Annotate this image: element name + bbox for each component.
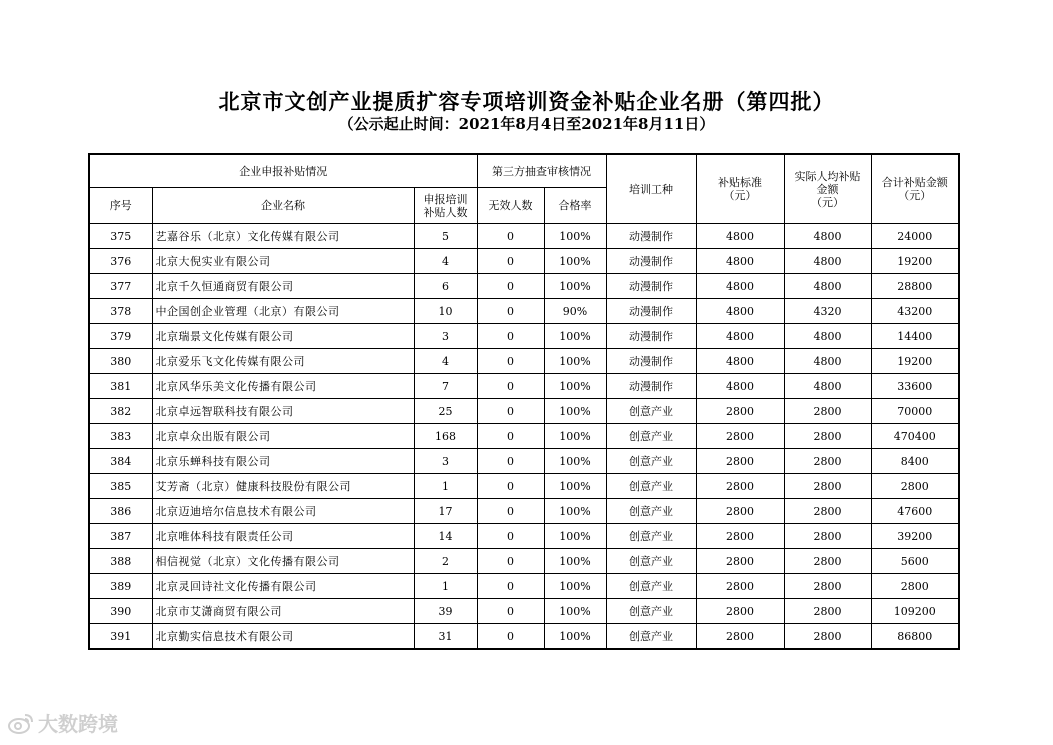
cell-total-subsidy: 28800 [871, 274, 959, 299]
cell-training-type: 动漫制作 [606, 349, 696, 374]
cell-actual-average: 4800 [784, 249, 871, 274]
header-company-name: 企业名称 [152, 188, 414, 224]
cell-subsidy-standard: 2800 [696, 424, 784, 449]
cell-actual-average: 2800 [784, 599, 871, 624]
cell-training-type: 动漫制作 [606, 299, 696, 324]
cell-training-type: 创意产业 [606, 399, 696, 424]
table-row [89, 249, 959, 274]
cell-company-name: 相信视觉（北京）文化传播有限公司 [152, 549, 414, 574]
cell-training-type: 创意产业 [606, 424, 696, 449]
cell-total-subsidy: 86800 [871, 624, 959, 650]
table-row [89, 274, 959, 299]
header-actual-average: 实际人均补贴 金额 （元） [784, 154, 871, 224]
cell-subsidy-standard: 4800 [696, 224, 784, 249]
cell-actual-average: 4800 [784, 224, 871, 249]
cell-applicants: 2 [414, 549, 477, 574]
cell-pass-rate: 100% [544, 624, 606, 650]
table-row [89, 624, 959, 650]
cell-company-name: 中企国创企业管理（北京）有限公司 [152, 299, 414, 324]
cell-seq: 385 [89, 474, 152, 499]
cell-pass-rate: 100% [544, 324, 606, 349]
cell-applicants: 17 [414, 499, 477, 524]
table-row [89, 549, 959, 574]
cell-total-subsidy: 14400 [871, 324, 959, 349]
cell-company-name: 北京卓众出版有限公司 [152, 424, 414, 449]
header-applicants: 申报培训 补贴人数 [414, 188, 477, 224]
cell-invalid: 0 [477, 574, 544, 599]
cell-applicants: 6 [414, 274, 477, 299]
cell-company-name: 北京爱乐飞文化传媒有限公司 [152, 349, 414, 374]
cell-applicants: 14 [414, 524, 477, 549]
cell-training-type: 动漫制作 [606, 249, 696, 274]
header-group-audit: 第三方抽查审核情况 [477, 154, 606, 188]
cell-applicants: 7 [414, 374, 477, 399]
cell-actual-average: 2800 [784, 424, 871, 449]
cell-training-type: 创意产业 [606, 624, 696, 650]
cell-pass-rate: 100% [544, 374, 606, 399]
cell-applicants: 1 [414, 574, 477, 599]
cell-subsidy-standard: 4800 [696, 249, 784, 274]
watermark-text: 大数跨境 [38, 712, 118, 736]
cell-seq: 375 [89, 224, 152, 249]
cell-seq: 389 [89, 574, 152, 599]
cell-training-type: 动漫制作 [606, 324, 696, 349]
document-subtitle: （公示起止时间：2021年8月4日至2021年8月11日） [338, 115, 715, 133]
cell-invalid: 0 [477, 299, 544, 324]
cell-pass-rate: 100% [544, 524, 606, 549]
cell-subsidy-standard: 2800 [696, 524, 784, 549]
table-row [89, 524, 959, 549]
cell-applicants: 4 [414, 349, 477, 374]
table-row [89, 499, 959, 524]
cell-total-subsidy: 43200 [871, 299, 959, 324]
cell-actual-average: 4800 [784, 324, 871, 349]
cell-subsidy-standard: 2800 [696, 624, 784, 650]
cell-training-type: 创意产业 [606, 599, 696, 624]
cell-company-name: 北京大倪实业有限公司 [152, 249, 414, 274]
cell-actual-average: 2800 [784, 499, 871, 524]
header-invalid-count: 无效人数 [477, 188, 544, 224]
cell-total-subsidy: 19200 [871, 349, 959, 374]
cell-pass-rate: 100% [544, 424, 606, 449]
cell-total-subsidy: 5600 [871, 549, 959, 574]
header-seq: 序号 [89, 188, 152, 224]
cell-applicants: 3 [414, 324, 477, 349]
cell-actual-average: 2800 [784, 524, 871, 549]
cell-applicants: 1 [414, 474, 477, 499]
cell-invalid: 0 [477, 249, 544, 274]
cell-subsidy-standard: 4800 [696, 324, 784, 349]
cell-training-type: 创意产业 [606, 574, 696, 599]
cell-total-subsidy: 470400 [871, 424, 959, 449]
header-group-company: 企业申报补贴情况 [89, 154, 477, 188]
cell-seq: 391 [89, 624, 152, 650]
table-row [89, 574, 959, 599]
cell-seq: 388 [89, 549, 152, 574]
cell-applicants: 25 [414, 399, 477, 424]
cell-actual-average: 4320 [784, 299, 871, 324]
table-body [89, 224, 959, 650]
cell-total-subsidy: 2800 [871, 574, 959, 599]
cell-company-name: 北京风华乐美文化传播有限公司 [152, 374, 414, 399]
cell-total-subsidy: 47600 [871, 499, 959, 524]
cell-invalid: 0 [477, 374, 544, 399]
cell-pass-rate: 90% [544, 299, 606, 324]
cell-subsidy-standard: 2800 [696, 474, 784, 499]
cell-subsidy-standard: 4800 [696, 374, 784, 399]
cell-pass-rate: 100% [544, 399, 606, 424]
cell-invalid: 0 [477, 524, 544, 549]
cell-pass-rate: 100% [544, 249, 606, 274]
cell-pass-rate: 100% [544, 224, 606, 249]
cell-pass-rate: 100% [544, 499, 606, 524]
table-row [89, 324, 959, 349]
cell-training-type: 创意产业 [606, 499, 696, 524]
cell-company-name: 北京迈迪培尔信息技术有限公司 [152, 499, 414, 524]
cell-subsidy-standard: 4800 [696, 349, 784, 374]
cell-seq: 381 [89, 374, 152, 399]
cell-applicants: 39 [414, 599, 477, 624]
cell-total-subsidy: 33600 [871, 374, 959, 399]
cell-company-name: 艺嘉谷乐（北京）文化传媒有限公司 [152, 224, 414, 249]
cell-invalid: 0 [477, 474, 544, 499]
cell-company-name: 北京灵回诗社文化传播有限公司 [152, 574, 414, 599]
cell-actual-average: 2800 [784, 449, 871, 474]
cell-actual-average: 4800 [784, 274, 871, 299]
cell-company-name: 北京千久恒通商贸有限公司 [152, 274, 414, 299]
cell-applicants: 31 [414, 624, 477, 650]
cell-seq: 377 [89, 274, 152, 299]
cell-total-subsidy: 109200 [871, 599, 959, 624]
cell-subsidy-standard: 4800 [696, 299, 784, 324]
cell-subsidy-standard: 2800 [696, 449, 784, 474]
header-pass-rate: 合格率 [544, 188, 606, 224]
cell-company-name: 艾芳斋（北京）健康科技股份有限公司 [152, 474, 414, 499]
cell-seq: 383 [89, 424, 152, 449]
cell-actual-average: 2800 [784, 549, 871, 574]
cell-applicants: 4 [414, 249, 477, 274]
cell-training-type: 动漫制作 [606, 374, 696, 399]
table-row [89, 349, 959, 374]
cell-actual-average: 2800 [784, 399, 871, 424]
cell-total-subsidy: 70000 [871, 399, 959, 424]
cell-applicants: 168 [414, 424, 477, 449]
cell-total-subsidy: 8400 [871, 449, 959, 474]
header-training-type: 培训工种 [606, 154, 696, 224]
table-row [89, 599, 959, 624]
cell-total-subsidy: 24000 [871, 224, 959, 249]
cell-applicants: 10 [414, 299, 477, 324]
cell-total-subsidy: 2800 [871, 474, 959, 499]
cell-pass-rate: 100% [544, 274, 606, 299]
cell-invalid: 0 [477, 324, 544, 349]
cell-invalid: 0 [477, 349, 544, 374]
document-title: 北京市文创产业提质扩容专项培训资金补贴企业名册（第四批） [218, 89, 835, 114]
cell-subsidy-standard: 4800 [696, 274, 784, 299]
cell-applicants: 3 [414, 449, 477, 474]
cell-seq: 390 [89, 599, 152, 624]
table-row [89, 449, 959, 474]
cell-applicants: 5 [414, 224, 477, 249]
table-row [89, 224, 959, 249]
cell-seq: 387 [89, 524, 152, 549]
cell-invalid: 0 [477, 549, 544, 574]
cell-company-name: 北京乐蝉科技有限公司 [152, 449, 414, 474]
cell-company-name: 北京勤实信息技术有限公司 [152, 624, 414, 650]
cell-invalid: 0 [477, 399, 544, 424]
cell-company-name: 北京瑞景文化传媒有限公司 [152, 324, 414, 349]
table-row [89, 474, 959, 499]
cell-seq: 380 [89, 349, 152, 374]
cell-actual-average: 4800 [784, 374, 871, 399]
cell-subsidy-standard: 2800 [696, 599, 784, 624]
cell-company-name: 北京市艾潇商贸有限公司 [152, 599, 414, 624]
table-row [89, 299, 959, 324]
cell-seq: 376 [89, 249, 152, 274]
cell-total-subsidy: 19200 [871, 249, 959, 274]
cell-total-subsidy: 39200 [871, 524, 959, 549]
cell-actual-average: 4800 [784, 349, 871, 374]
cell-seq: 378 [89, 299, 152, 324]
cell-pass-rate: 100% [544, 574, 606, 599]
cell-pass-rate: 100% [544, 599, 606, 624]
cell-training-type: 创意产业 [606, 449, 696, 474]
cell-training-type: 创意产业 [606, 474, 696, 499]
cell-pass-rate: 100% [544, 349, 606, 374]
cell-pass-rate: 100% [544, 549, 606, 574]
cell-training-type: 动漫制作 [606, 274, 696, 299]
cell-pass-rate: 100% [544, 474, 606, 499]
table-row [89, 399, 959, 424]
cell-training-type: 创意产业 [606, 524, 696, 549]
cell-training-type: 动漫制作 [606, 224, 696, 249]
cell-company-name: 北京唯体科技有限责任公司 [152, 524, 414, 549]
cell-actual-average: 2800 [784, 574, 871, 599]
cell-seq: 384 [89, 449, 152, 474]
cell-subsidy-standard: 2800 [696, 574, 784, 599]
cell-seq: 386 [89, 499, 152, 524]
table-row [89, 424, 959, 449]
header-subsidy-standard: 补贴标准 （元） [696, 154, 784, 224]
cell-actual-average: 2800 [784, 474, 871, 499]
cell-invalid: 0 [477, 599, 544, 624]
cell-subsidy-standard: 2800 [696, 399, 784, 424]
cell-pass-rate: 100% [544, 449, 606, 474]
cell-subsidy-standard: 2800 [696, 499, 784, 524]
cell-invalid: 0 [477, 449, 544, 474]
cell-actual-average: 2800 [784, 624, 871, 650]
subsidy-table [88, 153, 960, 650]
cell-seq: 379 [89, 324, 152, 349]
cell-training-type: 创意产业 [606, 549, 696, 574]
cell-invalid: 0 [477, 224, 544, 249]
cell-company-name: 北京卓远智联科技有限公司 [152, 399, 414, 424]
table-row [89, 374, 959, 399]
watermark [8, 708, 118, 737]
cell-invalid: 0 [477, 624, 544, 650]
cell-invalid: 0 [477, 424, 544, 449]
cell-subsidy-standard: 2800 [696, 549, 784, 574]
header-total-subsidy: 合计补贴金额 （元） [871, 154, 959, 224]
cell-invalid: 0 [477, 274, 544, 299]
cell-seq: 382 [89, 399, 152, 424]
weibo-icon [8, 712, 34, 734]
cell-invalid: 0 [477, 499, 544, 524]
